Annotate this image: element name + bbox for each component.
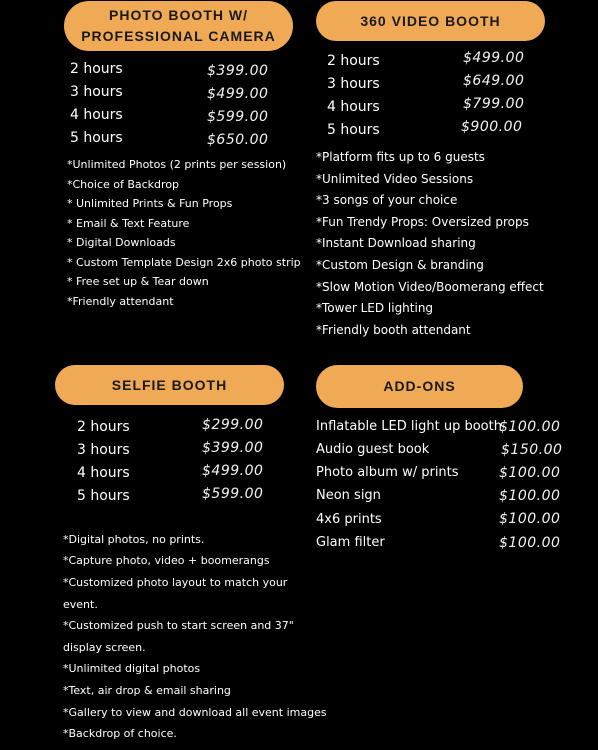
- add-on-price: $100.00: [499, 488, 561, 504]
- rate-price: $499.00: [202, 463, 264, 479]
- rate-price: $650.00: [207, 132, 269, 148]
- feature-item: *Fun Trendy Props: Oversized props: [316, 215, 529, 229]
- video-booth-title: [316, 1, 545, 41]
- selfie-booth-title-text: SELFIE BOOTH: [111, 376, 228, 393]
- add-on-name: 4x6 prints: [316, 512, 382, 527]
- feature-item: *Customized photo layout to match your: [63, 576, 288, 589]
- feature-item: *3 songs of your choice: [316, 193, 458, 207]
- feature-item: * Email & Text Feature: [67, 217, 190, 230]
- rate-price: $599.00: [202, 486, 264, 502]
- photo-booth-title-line1: PHOTO BOOTH W/: [109, 7, 248, 23]
- feature-item: *Custom Design & branding: [316, 258, 484, 272]
- feature-item: *Tower LED lighting: [316, 301, 434, 315]
- rate-duration: 5 hours: [77, 488, 130, 504]
- rate-duration: 4 hours: [77, 465, 130, 481]
- add-on-price: $100.00: [499, 419, 561, 435]
- rate-duration: 3 hours: [70, 84, 123, 100]
- rate-price: $799.00: [463, 96, 525, 112]
- rate-duration: 2 hours: [77, 419, 130, 435]
- video-booth-title-text: 360 VIDEO BOOTH: [360, 12, 501, 29]
- feature-item: *Text, air drop & email sharing: [63, 684, 231, 697]
- feature-item: *Unlimited Photos (2 prints per session): [67, 158, 287, 171]
- rate-price: $499.00: [463, 50, 525, 66]
- feature-item: event.: [63, 598, 98, 611]
- rate-price: $649.00: [463, 73, 525, 89]
- feature-item: display screen.: [63, 641, 146, 654]
- add-ons-title-text: ADD-ONS: [383, 378, 456, 394]
- rate-price: $399.00: [207, 63, 269, 79]
- feature-item: *Slow Motion Video/Boomerang effect: [316, 280, 544, 294]
- rate-price: $900.00: [461, 119, 523, 135]
- feature-item: *Digital photos, no prints.: [63, 533, 205, 546]
- add-on-name: Neon sign: [316, 488, 381, 503]
- rate-price: $299.00: [202, 417, 264, 433]
- rate-price: $599.00: [207, 109, 269, 125]
- selfie-booth-title: [55, 365, 284, 405]
- rate-duration: 3 hours: [77, 442, 130, 458]
- feature-item: *Instant Download sharing: [316, 236, 476, 250]
- feature-item: *Friendly attendant: [67, 295, 174, 308]
- rate-duration: 4 hours: [327, 99, 380, 115]
- add-on-name: Audio guest book: [316, 442, 430, 457]
- feature-item: *Unlimited digital photos: [63, 662, 201, 675]
- feature-item: *Unlimited Video Sessions: [316, 172, 474, 186]
- add-on-name: Photo album w/ prints: [316, 465, 459, 480]
- add-on-price: $100.00: [499, 465, 561, 481]
- feature-item: *Platform fits up to 6 guests: [316, 150, 485, 164]
- rate-duration: 4 hours: [70, 107, 123, 123]
- add-on-price: $100.00: [499, 511, 561, 527]
- add-on-name: Glam filter: [316, 535, 385, 550]
- feature-item: *Gallery to view and download all event images: [63, 706, 327, 719]
- feature-item: *Backdrop of choice.: [63, 727, 177, 740]
- rate-duration: 2 hours: [327, 53, 380, 69]
- rate-duration: 5 hours: [327, 122, 380, 138]
- rate-price: $399.00: [202, 440, 264, 456]
- add-ons-title: [316, 365, 523, 408]
- feature-item: * Free set up & Tear down: [67, 275, 209, 288]
- rate-price: $499.00: [207, 86, 269, 102]
- rate-duration: 2 hours: [70, 61, 123, 77]
- feature-item: *Choice of Backdrop: [67, 178, 180, 191]
- photo-booth-title: [64, 1, 293, 51]
- feature-item: * Unlimited Prints & Fun Props: [67, 197, 233, 210]
- photo-booth-title-line2: PROFESSIONAL CAMERA: [81, 28, 276, 44]
- feature-item: * Digital Downloads: [67, 236, 176, 249]
- add-on-name: Inflatable LED light up booth: [316, 419, 502, 434]
- rate-duration: 5 hours: [70, 130, 123, 146]
- feature-item: *Friendly booth attendant: [316, 323, 471, 337]
- rate-duration: 3 hours: [327, 76, 380, 92]
- feature-item: * Custom Template Design 2x6 photo strip: [67, 256, 301, 269]
- add-on-price: $150.00: [501, 442, 563, 458]
- feature-item: *Capture photo, video + boomerangs: [63, 554, 270, 567]
- feature-item: *Customized push to start screen and 37": [63, 619, 294, 632]
- add-on-price: $100.00: [499, 535, 561, 551]
